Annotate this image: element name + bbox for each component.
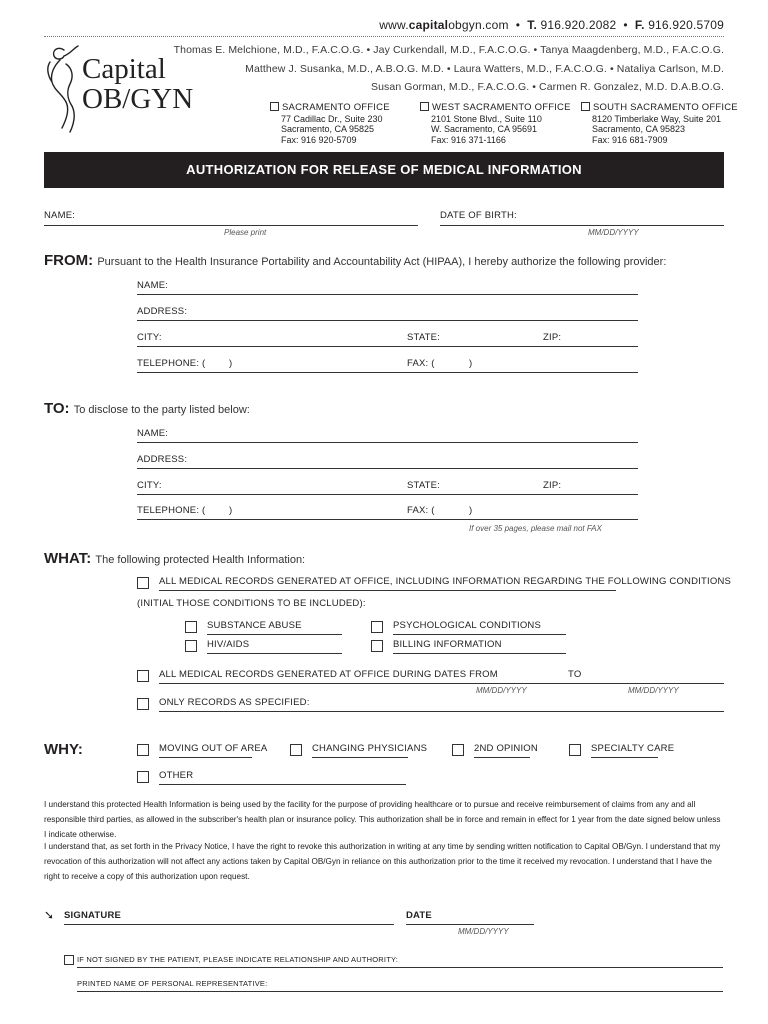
- header-divider: [44, 36, 724, 37]
- office-title: WEST SACRAMENTO OFFICE: [432, 102, 571, 114]
- records-dates-checkbox[interactable]: [137, 670, 149, 682]
- from-name-label: NAME:: [137, 280, 169, 291]
- revocation-paragraph: I understand that, as set forth in the Privacy Notice, I have the right to revoke this authorization in writing at any time by sending written notification to Capital OB/Gyn. I understand that my revocation of this authorization will not affect any actions taken by Capital OB/Gyn in reliance on this authorization prior to the time it received my revocation. I understand that I have the right to receive a copy of this authorization upon request.: [44, 842, 721, 881]
- billing-information-label: BILLING INFORMATION: [393, 639, 502, 650]
- other-field[interactable]: [159, 784, 406, 785]
- patient-name-field[interactable]: [44, 225, 418, 226]
- to-description: To disclose to the party listed below:: [73, 404, 250, 416]
- signature-arrow-icon: ➘: [44, 908, 55, 922]
- initial-note: (INITIAL THOSE CONDITIONS TO BE INCLUDED):: [137, 598, 366, 609]
- relationship-field[interactable]: [77, 967, 723, 968]
- from-address-label: ADDRESS:: [137, 306, 188, 317]
- moving-out-label: MOVING OUT OF AREA: [159, 743, 268, 754]
- from-description: Pursuant to the Health Insurance Portability and Accountability Act (HIPAA), I hereby authorize the following provider:: [97, 256, 667, 268]
- office-city: Sacramento, CA 95825: [281, 124, 375, 135]
- second-opinion-underline: [474, 757, 530, 758]
- phone-label: T.: [527, 18, 537, 32]
- date-to-hint: MM/DD/YYYY: [628, 686, 679, 695]
- to-zip-label: ZIP:: [543, 480, 562, 491]
- from-city-state-zip-field[interactable]: [137, 346, 638, 347]
- from-name-field[interactable]: [137, 294, 638, 295]
- patient-name-hint: Please print: [224, 228, 267, 237]
- logo-line1: Capital: [82, 53, 166, 85]
- moving-out-underline: [159, 757, 252, 758]
- office-sacramento: [270, 103, 390, 145]
- to-name-field[interactable]: [137, 442, 638, 443]
- from-fax-label: FAX: (: [407, 358, 435, 369]
- all-records-conditions-checkbox[interactable]: [137, 577, 149, 589]
- from-phone-fax-field[interactable]: [137, 372, 638, 373]
- doctor-line: Susan Gorman, M.D., F.A.C.O.G. • Carmen R. Gonzalez, M.D. D.A.B.O.G.: [371, 81, 724, 93]
- to-heading: TO:: [44, 400, 70, 417]
- all-records-conditions-underline: [159, 590, 616, 591]
- signature-field[interactable]: [64, 924, 394, 925]
- from-address-field[interactable]: [137, 320, 638, 321]
- contact-line: [379, 18, 724, 32]
- to-telephone-close: ): [229, 505, 233, 516]
- office-checkbox[interactable]: [581, 102, 590, 111]
- records-dates-field[interactable]: [159, 683, 724, 684]
- office-fax: Fax: 916 920-5709: [281, 134, 357, 145]
- office-address: 77 Cadillac Dr., Suite 230: [281, 113, 383, 124]
- hiv-aids-checkbox[interactable]: [185, 640, 197, 652]
- logo: [82, 54, 193, 114]
- specialty-care-label: SPECIALTY CARE: [591, 743, 675, 754]
- substance-abuse-label: SUBSTANCE ABUSE: [207, 620, 302, 631]
- to-city-state-zip-field[interactable]: [137, 494, 638, 495]
- printed-name-field[interactable]: [77, 991, 723, 992]
- billing-information-checkbox[interactable]: [371, 640, 383, 652]
- from-telephone-label: TELEPHONE: (: [137, 358, 206, 369]
- from-telephone-close: ): [229, 358, 233, 369]
- patient-name-label: NAME:: [44, 210, 76, 221]
- second-opinion-checkbox[interactable]: [452, 744, 464, 756]
- from-section: [44, 252, 666, 269]
- from-state-label: STATE:: [407, 332, 441, 343]
- doctor-line: Matthew J. Susanka, M.D., A.B.O.G. M.D. • Laura Watters, M.D., F.A.C.O.G. • Nataliya Carlson, M.D.: [245, 62, 724, 75]
- to-telephone-label: TELEPHONE: (: [137, 505, 206, 516]
- relationship-label: IF NOT SIGNED BY THE PATIENT, PLEASE INDICATE RELATIONSHIP AND AUTHORITY:: [77, 955, 399, 964]
- phone-number: 916.920.2082: [540, 18, 617, 32]
- from-zip-label: ZIP:: [543, 332, 562, 343]
- doctor-line: Thomas E. Melchione, M.D., F.A.C.O.G. • Jay Curkendall, M.D., F.A.C.O.G. • Tanya Maagdenberg, M.D., F.A.C.O.G.: [173, 44, 724, 56]
- to-address-field[interactable]: [137, 468, 638, 469]
- psychological-conditions-field[interactable]: [393, 634, 566, 635]
- dob-label: DATE OF BIRTH:: [440, 210, 517, 221]
- records-dates-label: ALL MEDICAL RECORDS GENERATED AT OFFICE DURING DATES FROM: [159, 669, 498, 680]
- fax-number: 916.920.5709: [648, 18, 724, 32]
- dob-hint: MM/DD/YYYY: [588, 228, 639, 237]
- separator: •: [623, 18, 628, 32]
- office-address: 2101 Stone Blvd., Suite 110: [431, 113, 542, 124]
- fax-note: If over 35 pages, please mail not FAX: [469, 524, 602, 533]
- records-specified-label: ONLY RECORDS AS SPECIFIED:: [159, 697, 310, 708]
- separator: •: [515, 18, 521, 32]
- office-city: W. Sacramento, CA 95691: [431, 124, 538, 135]
- to-fax-close: ): [469, 505, 473, 516]
- hiv-aids-field[interactable]: [207, 653, 342, 654]
- why-heading: WHY:: [44, 741, 83, 758]
- records-dates-to-label: TO: [568, 669, 582, 680]
- office-south-sacramento: [581, 103, 738, 145]
- to-address-label: ADDRESS:: [137, 454, 188, 465]
- other-label: OTHER: [159, 770, 194, 781]
- website-bold: capital: [408, 18, 449, 32]
- to-state-label: STATE:: [407, 480, 441, 491]
- specialty-care-underline: [591, 757, 658, 758]
- date-from-hint: MM/DD/YYYY: [476, 686, 527, 695]
- to-city-label: CITY:: [137, 480, 162, 491]
- form-title: AUTHORIZATION FOR RELEASE OF MEDICAL INFORMATION: [44, 152, 724, 188]
- billing-information-field[interactable]: [393, 653, 566, 654]
- what-section: [44, 550, 305, 567]
- from-city-label: CITY:: [137, 332, 162, 343]
- dob-field[interactable]: [440, 225, 724, 226]
- office-city: Sacramento, CA 95823: [592, 124, 686, 135]
- changing-physicians-underline: [312, 757, 408, 758]
- psychological-conditions-checkbox[interactable]: [371, 621, 383, 633]
- second-opinion-label: 2ND OPINION: [474, 743, 538, 754]
- date-field[interactable]: [406, 924, 534, 925]
- printed-name-label: PRINTED NAME OF PERSONAL REPRESENTATIVE:: [77, 979, 268, 988]
- office-west-sacramento: [420, 103, 571, 145]
- office-fax: Fax: 916 371-1166: [431, 134, 506, 145]
- office-address: 8120 Timberlake Way, Suite 201: [592, 113, 722, 124]
- to-section: [44, 400, 250, 417]
- psychological-conditions-label: PSYCHOLOGICAL CONDITIONS: [393, 620, 542, 631]
- hiv-aids-label: HIV/AIDS: [207, 639, 250, 650]
- all-records-conditions-label: ALL MEDICAL RECORDS GENERATED AT OFFICE, INCLUDING INFORMATION REGARDING THE FOLLOWING CONDITIONS: [159, 576, 732, 587]
- date-label: DATE: [406, 910, 432, 921]
- from-fax-close: ): [469, 358, 473, 369]
- to-phone-fax-field[interactable]: [137, 519, 638, 520]
- from-heading: FROM:: [44, 252, 94, 269]
- website-prefix: www.: [379, 18, 409, 32]
- representative-checkbox[interactable]: [64, 955, 74, 965]
- what-description: The following protected Health Information:: [95, 554, 306, 566]
- to-fax-label: FAX: (: [407, 505, 435, 516]
- records-specified-field[interactable]: [159, 711, 724, 712]
- specialty-care-checkbox[interactable]: [569, 744, 581, 756]
- to-name-label: NAME:: [137, 428, 169, 439]
- signature-date-hint: MM/DD/YYYY: [458, 927, 509, 936]
- office-checkbox[interactable]: [420, 102, 429, 111]
- fax-label: F.: [634, 18, 645, 32]
- office-fax: Fax: 916 681-7909: [592, 134, 668, 145]
- usage-paragraph: I understand this protected Health Information is being used by the facility for the purpose of providing healthcare or to pursue and receive reimbursement of claims from any and all responsible third parties, as allowed in the subscriber's health plan or insurance policy. This authorization shall be in force and remain in effect for 1 year from the date signed below unless I indicate otherwise.: [44, 800, 721, 839]
- signature-label: SIGNATURE: [64, 910, 122, 921]
- office-checkbox[interactable]: [270, 102, 279, 111]
- logo-line2: OB/GYN: [82, 83, 194, 115]
- substance-abuse-checkbox[interactable]: [185, 621, 197, 633]
- office-title: SOUTH SACRAMENTO OFFICE: [593, 102, 738, 114]
- substance-abuse-field[interactable]: [207, 634, 342, 635]
- website-suffix: obgyn.com: [448, 18, 509, 32]
- records-specified-checkbox[interactable]: [137, 698, 149, 710]
- doctor-list: [174, 41, 724, 97]
- changing-physicians-label: CHANGING PHYSICIANS: [312, 743, 428, 754]
- other-checkbox[interactable]: [137, 771, 149, 783]
- changing-physicians-checkbox[interactable]: [290, 744, 302, 756]
- what-heading: WHAT:: [44, 550, 92, 567]
- office-title: SACRAMENTO OFFICE: [282, 102, 390, 114]
- moving-out-checkbox[interactable]: [137, 744, 149, 756]
